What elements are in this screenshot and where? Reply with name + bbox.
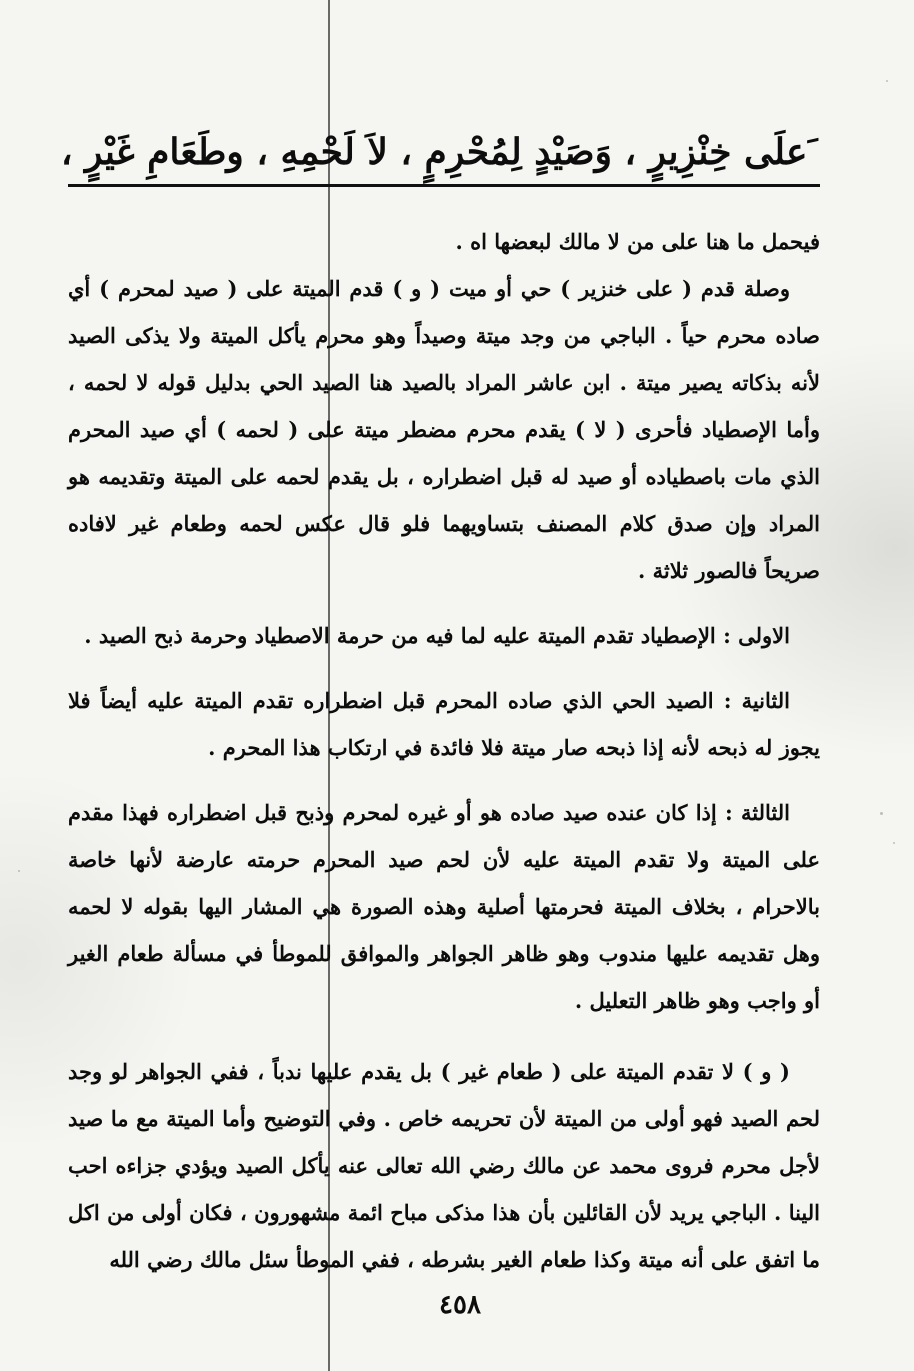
header-rule (68, 184, 820, 187)
scan-speck (886, 80, 888, 82)
page-number: ٤٥٨ (439, 1290, 481, 1320)
paragraph-6: ( و ) لا تقدم الميتة على ( طعام غير ) بل يقدم عليها ندباً ، ففي الجواهر لو وجد لحم الصيد فهو أولى من الميتة لأن تحريمه خاص . وفي التوضيح وأما الميتة مع ما صيد لأجل محرم فروى محمد عن مالك رضي الله تعالى عنه يأكل الصيد ويؤدي جزاءه احب الينا . الباجي يريد لأن القائلين بأن هذا مذكى مباح ائمة مشهورون ، فكان أولى من اكل ما اتفق على أنه ميتة وكذا طعام الغير بشرطه ، ففي الموطأ سئل مالك رضي الله (68, 1059, 820, 1272)
paragraph-1: فيحمل ما هنا على من لا مالك لبعضها اه . (455, 229, 820, 254)
scan-speck (18, 870, 20, 872)
paragraph-3: الاولى : الإصطياد تقدم الميتة عليه لما فيه من حرمة الاصطياد وحرمة ذبح الصيد . (84, 623, 790, 648)
verse-header: ﹶعلَى خِنْزِيرٍ ، وَصَيْدٍ لِمُحْرِمٍ ، لاَ لَحْمِهِ ، وطَعَامِ غَيْرٍ ، (60, 131, 818, 173)
paragraph-4: الثانية : الصيد الحي الذي صاده المحرم قبل اضطراره تقدم الميتة عليه أيضاً فلا يجوز له ذبحه لأنه إذا ذبحه صار ميتة فلا فائدة في ارتكاب هذا المحرم . (68, 688, 820, 760)
paragraph-5: الثالثة : إذا كان عنده صيد صاده هو أو غيره لمحرم وذبح قبل اضطراره فهذا مقدم على الميتة ولا تقدم الميتة عليه لأن لحم صيد المحرم حرمته عارضة لأنها خاصة بالاحرام ، بخلاف الميتة فحرمتها أصلية وهذه الصورة هي المشار اليها بقوله لا لحمه وهل تقديمه عليها مندوب وهو ظاهر الجواهر والموافق للموطأ في مسألة طعام الغير أو واجب وهو ظاهر التعليل . (68, 800, 820, 1013)
scan-speck (893, 842, 895, 844)
scan-speck (880, 812, 883, 815)
paragraph-2: وصلة قدم ( على خنزير ) حي أو ميت ( و ) قدم الميتة على ( صيد لمحرم ) أي صاده محرم حياً . الباجي من وجد ميتة وصيداً وهو محرم يأكل الميتة ولا يذكى الصيد لأنه بذكاته يصير ميتة . ابن عاشر المراد بالصيد هنا الصيد الحي بدليل قوله لا لحمه ، وأما الإصطياد فأحرى ( لا ) يقدم محرم مضطر ميتة على ( لحمه ) أي صيد المحرم الذي مات باصطياده أو صيد له قبل اضطراره ، بل يقدم لحمه على الميتة وتقديمه هو المراد وإن صدق كلام المصنف بتساويهما فلو قال عكس لحمه وطعام غير لافاده صريحاً فالصور ثلاثة . (68, 276, 820, 583)
commentary-body (68, 218, 820, 1283)
